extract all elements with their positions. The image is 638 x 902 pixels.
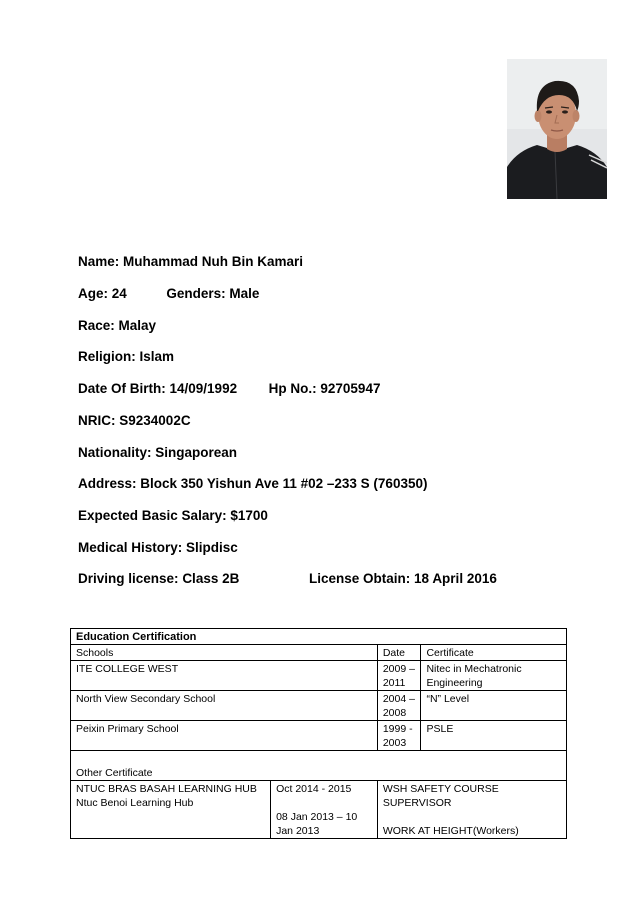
medical-label: Medical History: [78,540,183,555]
age-value: 24 [111,286,127,301]
race-line [78,318,156,334]
education-title: Education Certification [71,629,567,645]
other-certificate-title: Other Certificate [71,751,567,781]
nric-label: NRIC: [78,413,116,428]
driving-label: Driving license: [78,571,179,586]
other-date-2: 08 Jan 2013 – 10 Jan 2013 [276,811,358,837]
race-value: Malay [118,318,157,333]
salary-label: Expected Basic Salary: [78,508,227,523]
name-label: Name: [78,254,120,269]
address-label: Address: [78,476,137,491]
school-cell: Peixin Primary School [71,721,378,751]
nric-line [78,413,191,429]
profile-photo [507,59,607,199]
other-cert-2: WORK AT HEIGHT(Workers) [382,825,519,837]
driving-value: Class 2B [182,571,240,586]
other-school-1: NTUC BRAS BASAH LEARNING HUB [76,783,257,795]
school-cell: ITE COLLEGE WEST [71,661,378,691]
education-table [70,628,567,839]
gender-label: Genders: [166,286,226,301]
gender-value: Male [229,286,260,301]
religion-line [78,349,174,365]
license-obtain-value: 18 April 2016 [414,571,497,586]
dob-value: 14/09/1992 [169,381,238,396]
header-date: Date [377,645,421,661]
date-cell: 2009 – 2011 [377,661,421,691]
date-cell: 1999 - 2003 [377,721,421,751]
dob-label: Date Of Birth: [78,381,166,396]
other-certificate-cell [377,781,566,839]
table-row [71,721,567,751]
medical-line [78,540,238,556]
salary-line [78,508,268,524]
certificate-cell: PSLE [421,721,567,751]
nric-value: S9234002C [119,413,191,428]
religion-value: Islam [139,349,175,364]
address-value: Block 350 Yishun Ave 11 #02 –233 S (760350) [140,476,428,491]
table-row [71,661,567,691]
school-cell: North View Secondary School [71,691,378,721]
other-cert-1: WSH SAFETY COURSE SUPERVISOR [382,783,499,809]
dob-hp-line [78,381,380,397]
education-title-row [71,629,567,645]
header-certificate: Certificate [421,645,567,661]
salary-value: $1700 [230,508,268,523]
other-school-2: Ntuc Benoi Learning Hub [76,797,194,809]
hp-value: 92705947 [320,381,381,396]
header-schools: Schools [71,645,378,661]
address-line [78,476,427,492]
nationality-value: Singaporean [155,445,238,460]
certificate-cell: “N” Level [421,691,567,721]
religion-label: Religion: [78,349,136,364]
table-row [71,691,567,721]
hp-label: Hp No.: [268,381,317,396]
other-school-cell [71,781,271,839]
other-date-cell [271,781,378,839]
medical-value: Slipdisc [186,540,238,555]
name-line [78,254,303,270]
education-header-row [71,645,567,661]
race-label: Race: [78,318,115,333]
other-certificate-title-row [71,751,567,781]
driving-line [78,571,239,587]
certificate-cell: Nitec in Mechatronic Engineering [421,661,567,691]
name-value: Muhammad Nuh Bin Kamari [123,254,304,269]
nationality-line [78,445,237,461]
license-obtain-line [309,571,497,587]
other-certificate-row [71,781,567,839]
age-gender-line [78,286,259,302]
date-cell: 2004 – 2008 [377,691,421,721]
age-label: Age: [78,286,108,301]
nationality-label: Nationality: [78,445,152,460]
license-obtain-label: License Obtain: [309,571,411,586]
other-date-1: Oct 2014 - 2015 [276,783,352,795]
